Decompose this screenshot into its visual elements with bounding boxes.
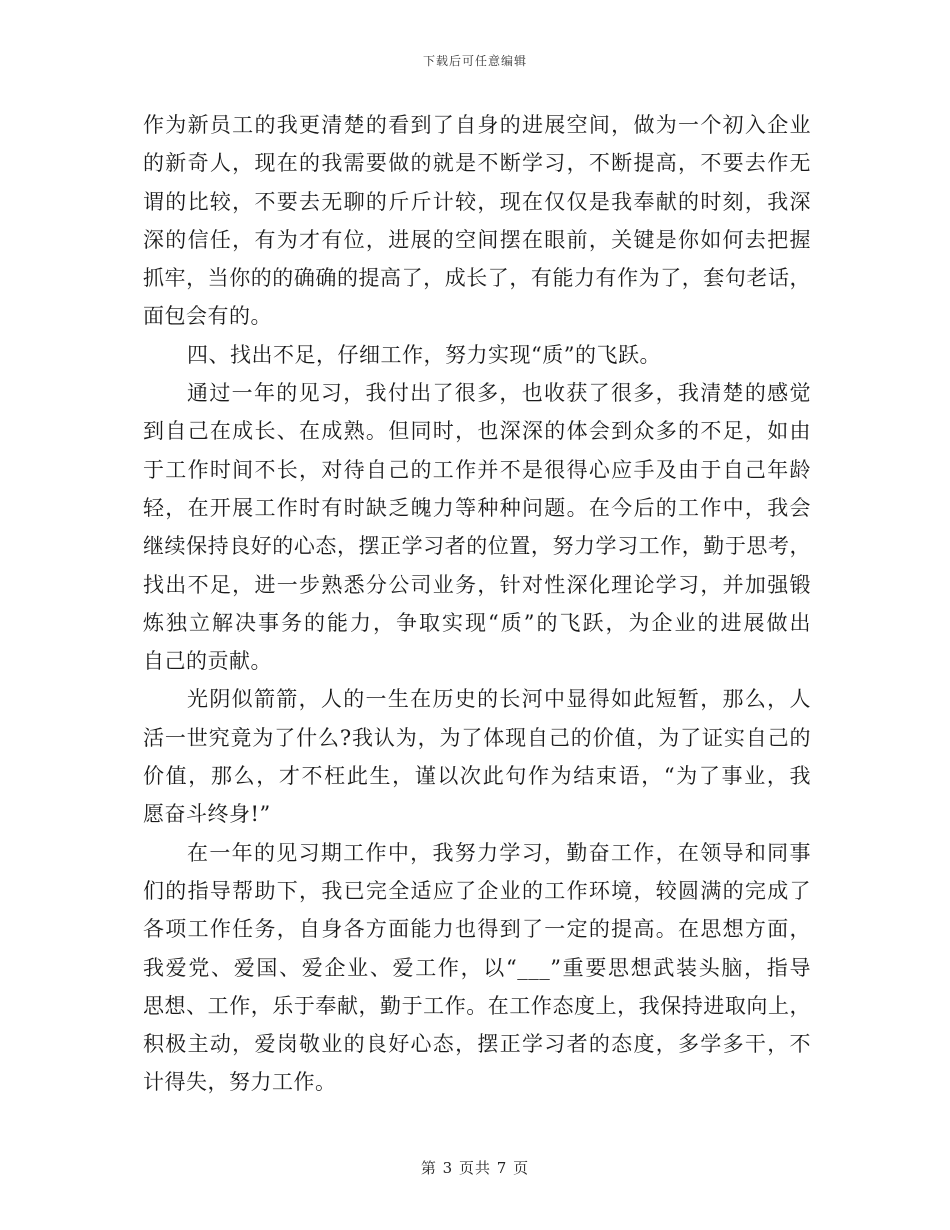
text-line: 通过一年的见习，我付出了很多，也收获了很多，我清楚的感觉 (187, 381, 811, 406)
text-line: 的新奇人，现在的我需要做的就是不断学习，不断提高，不要去作无 (143, 151, 811, 176)
text-line: 光阴似箭箭，人的一生在历史的长河中显得如此短暂，那么，人 (187, 687, 811, 712)
text-line: 活一世究竟为了什么?我认为，为了体现自己的价值，为了证实自己的 (143, 725, 811, 750)
text-line: 于工作时间不长，对待自己的工作并不是很得心应手及由于自己年龄 (143, 457, 811, 482)
text-line: 抓牢，当你的的确确的提高了，成长了，有能力有作为了，套句老话， (143, 266, 811, 291)
text-line: 计得失，努力工作。 (143, 1070, 337, 1095)
text-line: 在一年的见习期工作中，我努力学习，勤奋工作，在领导和同事 (187, 840, 811, 865)
text-line: 思想、工作，乐于奉献，勤于工作。在工作态度上，我保持进取向上， (143, 993, 811, 1018)
text-line: 作为新员工的我更清楚的看到了自身的进展空间，做为一个初入企业 (143, 113, 811, 137)
text-line: 四、找出不足，仔细工作，努力实现“质”的飞跃。 (187, 342, 661, 367)
text-line: 积极主动，爱岗敬业的良好心态，摆正学习者的态度，多学多干，不 (143, 1032, 811, 1057)
text-line: 各项工作任务，自身各方面能力也得到了一定的提高。在思想方面， (143, 917, 811, 942)
text-line: 价值，那么，才不枉此生，谨以次此句作为结束语，“为了事业，我 (143, 764, 811, 789)
text-line: 找出不足，进一步熟悉分公司业务，针对性深化理论学习，并加强锻 (143, 572, 811, 597)
text-line: 炼独立解决事务的能力，争取实现“质”的飞跃，为企业的进展做出 (143, 610, 811, 635)
text-line: 深的信任，有为才有位，进展的空间摆在眼前，关键是你如何去把握 (143, 227, 811, 252)
text-line: 到自己在成长、在成熟。但同时，也深深的体会到众多的不足，如由 (143, 419, 811, 444)
text-line: 轻，在开展工作时有时缺乏魄力等种种问题。在今后的工作中，我会 (143, 495, 811, 520)
document-body (143, 106, 811, 1102)
page-header: 下载后可任意编辑 (422, 54, 527, 68)
page-number: 第 3 页共 7 页 (420, 1159, 530, 1177)
text-line: 面包会有的。 (143, 304, 272, 329)
text-line: 我爱党、爱国、爱企业、爱工作，以“___”重要思想武装头脑，指导 (143, 955, 811, 980)
text-line: 谓的比较，不要去无聊的斤斤计较，现在仅仅是我奉献的时刻，我深 (143, 189, 811, 214)
text-line: 继续保持良好的心态，摆正学习者的位置，努力学习工作，勤于思考， (143, 534, 811, 559)
text-line: 们的指导帮助下，我已完全适应了企业的工作环境，较圆满的完成了 (143, 878, 811, 903)
text-line: 自己的贡献。 (143, 649, 272, 674)
text-line: 愿奋斗终身!” (143, 802, 271, 827)
